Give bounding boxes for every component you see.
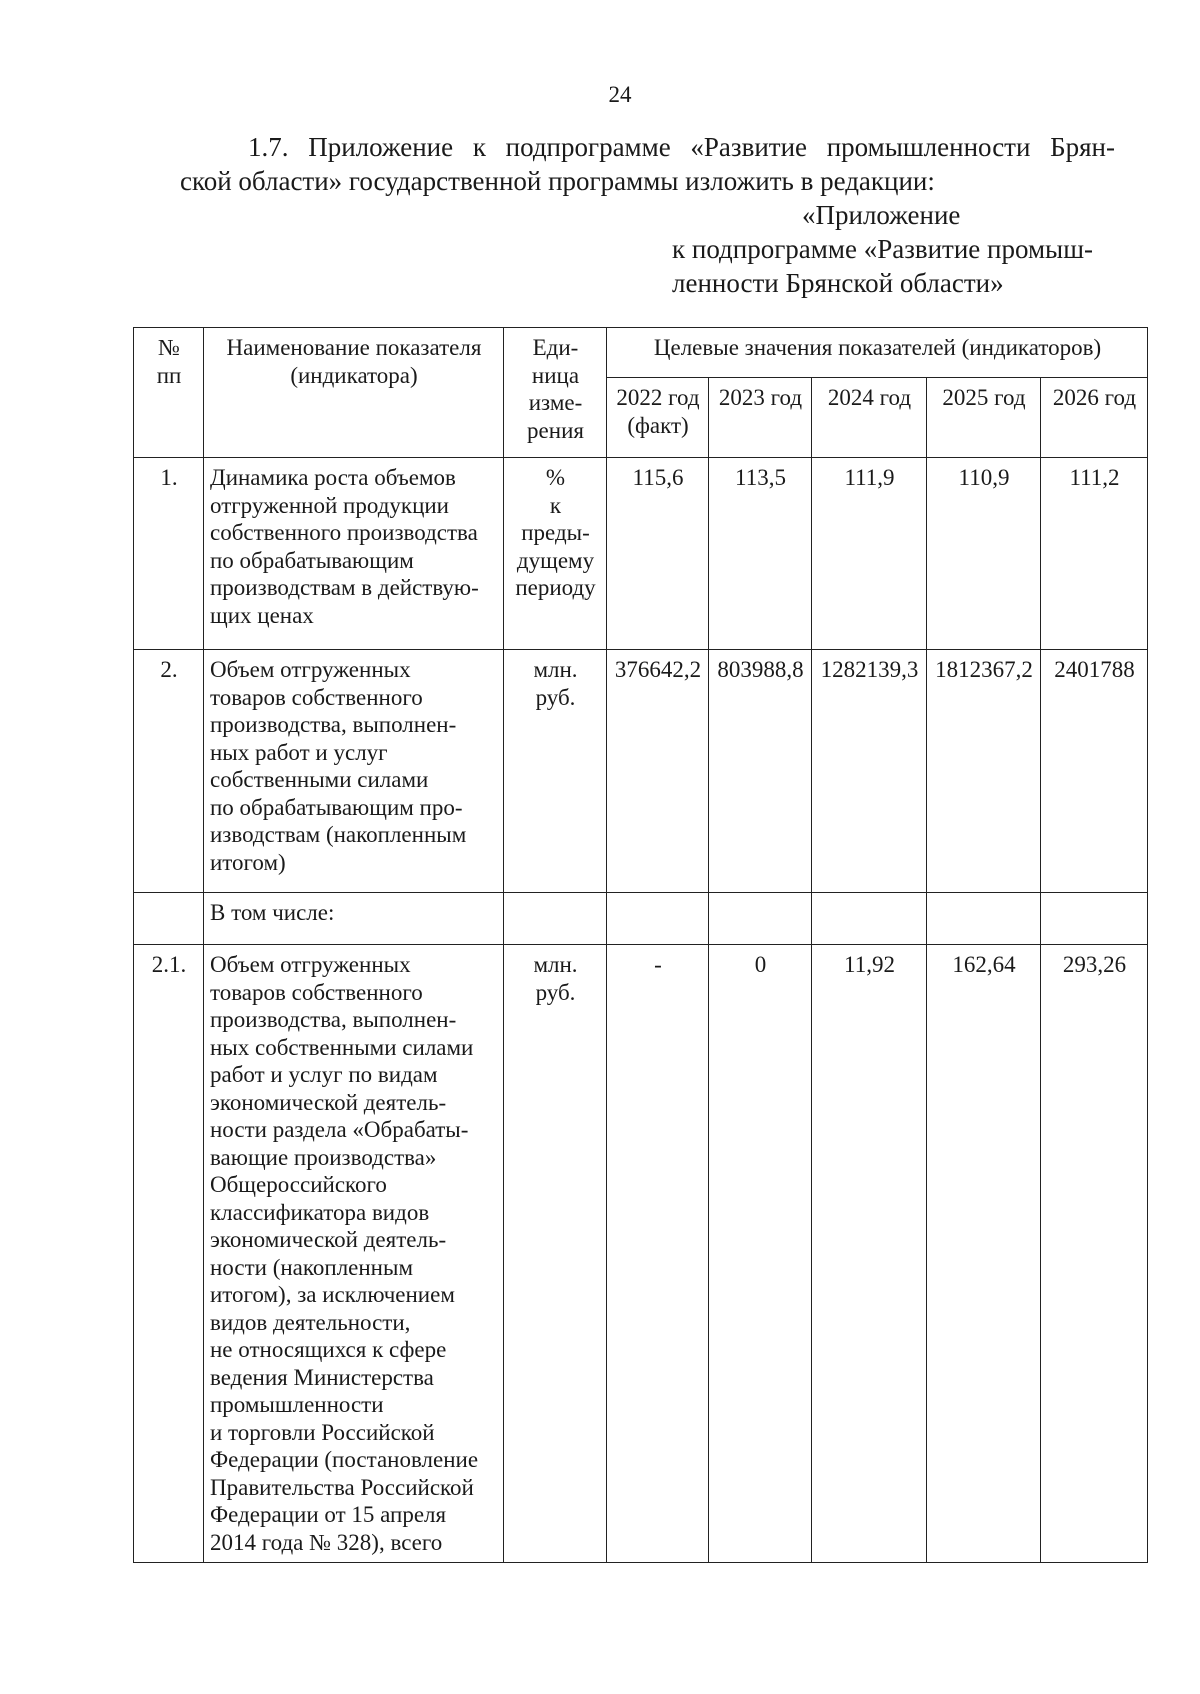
row-unit: млн. руб. xyxy=(504,945,607,1563)
intro-paragraph xyxy=(180,130,1115,198)
row-value-2022: 376642,2 xyxy=(607,650,709,893)
row-unit: % к преды- дущему периоду xyxy=(504,458,607,650)
row-value-2022 xyxy=(607,893,709,945)
header-year-2024: 2024 год xyxy=(812,378,927,458)
row-value-2024: 11,92 xyxy=(812,945,927,1563)
row-value-2026: 2401788 xyxy=(1041,650,1148,893)
row-indicator-name: Объем отгруженных товаров собственного производства, выполнен- ных собственными силами работ и услуг по видам экономической деятель- ности раздела «Обрабаты- вающие производства» Общероссийского классификатора видов экономической деятель- ности (накопленным итогом), за исключением видов деятельности, не относящихся к сфере ведения Министерства промышленности и торговли Российской Федерации (постановление Правительства Российской Федерации от 15 апреля 2014 года № 328), всего xyxy=(204,945,504,1563)
row-value-2026 xyxy=(1041,893,1148,945)
intro-line-2: ской области» государственной программы изложить в редакции: xyxy=(180,166,935,196)
header-indicator-name: Наименование показателя (индикатора) xyxy=(204,328,504,458)
table-row xyxy=(134,945,1148,1563)
row-unit: млн. руб. xyxy=(504,650,607,893)
row-value-2026: 111,2 xyxy=(1041,458,1148,650)
header-year-2023: 2023 год xyxy=(709,378,812,458)
header-target-values: Целевые значения показателей (индикаторов) xyxy=(607,328,1148,378)
header-year-2026: 2026 год xyxy=(1041,378,1148,458)
row-indicator-name: Объем отгруженных товаров собственного производства, выполнен- ных работ и услуг собственными силами по обрабатывающим про- изводствам (накопленным итогом) xyxy=(204,650,504,893)
row-value-2023: 803988,8 xyxy=(709,650,812,893)
header-unit: Еди- ница изме- рения xyxy=(504,328,607,458)
row-indicator-name: В том числе: xyxy=(204,893,504,945)
appendix-line-2: ленности Брянской области» xyxy=(672,268,1004,298)
row-value-2025: 162,64 xyxy=(927,945,1041,1563)
row-value-2025 xyxy=(927,893,1041,945)
row-value-2023: 0 xyxy=(709,945,812,1563)
table-row xyxy=(134,893,1148,945)
row-indicator-name: Динамика роста объемов отгруженной продукции собственного производства по обрабатывающим производствам в действую- щих ценах xyxy=(204,458,504,650)
table-header-row xyxy=(134,328,1148,378)
intro-line-1: 1.7. Приложение к подпрограмме «Развитие промышленности Брян- xyxy=(248,132,1115,162)
table-row xyxy=(134,650,1148,893)
header-number: № пп xyxy=(134,328,204,458)
row-value-2024 xyxy=(812,893,927,945)
header-year-2022: 2022 год (факт) xyxy=(607,378,709,458)
page-number: 24 xyxy=(608,82,632,107)
row-value-2022: 115,6 xyxy=(607,458,709,650)
row-value-2024: 1282139,3 xyxy=(812,650,927,893)
header-year-2025: 2025 год xyxy=(927,378,1041,458)
row-value-2022: - xyxy=(607,945,709,1563)
row-number: 2. xyxy=(134,650,204,893)
row-unit xyxy=(504,893,607,945)
indicators-table xyxy=(133,327,1148,1563)
row-value-2025: 1812367,2 xyxy=(927,650,1041,893)
appendix-line-1: к подпрограмме «Развитие промыш- xyxy=(672,234,1093,264)
row-value-2023 xyxy=(709,893,812,945)
appendix-heading xyxy=(672,198,1122,300)
row-value-2024: 111,9 xyxy=(812,458,927,650)
appendix-title: «Приложение xyxy=(802,200,961,230)
row-value-2025: 110,9 xyxy=(927,458,1041,650)
row-value-2026: 293,26 xyxy=(1041,945,1148,1563)
row-value-2023: 113,5 xyxy=(709,458,812,650)
row-number xyxy=(134,893,204,945)
row-number: 2.1. xyxy=(134,945,204,1563)
table-row xyxy=(134,458,1148,650)
row-number: 1. xyxy=(134,458,204,650)
